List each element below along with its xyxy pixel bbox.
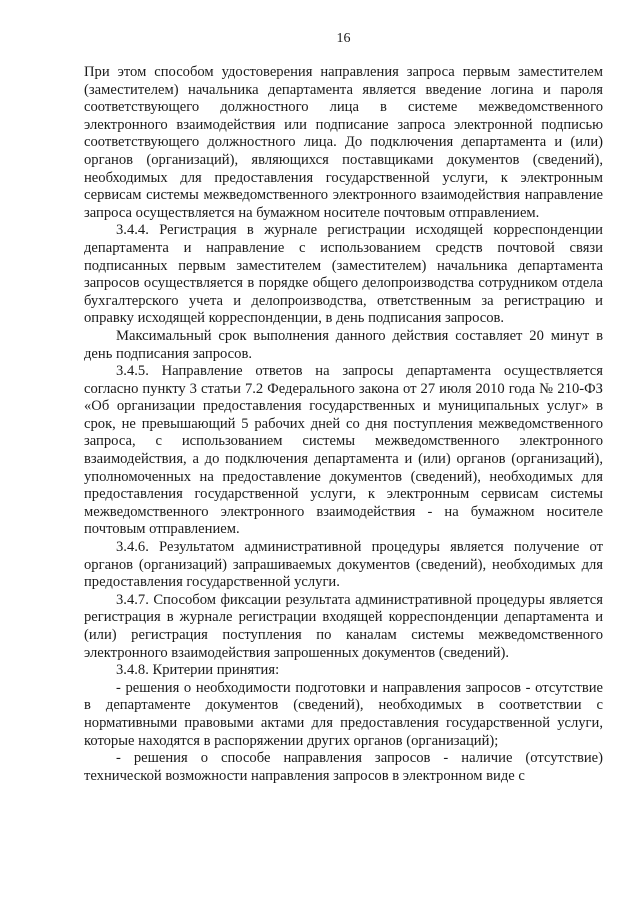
paragraph-max-duration: Максимальный срок выполнения данного действия составляет 20 минут в день подписания запросов. bbox=[84, 327, 603, 362]
paragraph-3-4-5: 3.4.5. Направление ответов на запросы департамента осуществляется согласно пункту 3 статьи 7.2 Федерального закона от 27 июля 2010 года № 210-ФЗ «Об организации предоставления государственных и муниципальных услуг» в срок, не превышающий 5 рабочих дней со дня поступления межведомственного запроса, с использованием системы межведомственного электронного взаимодействия, а до подключения департамента и (или) органов (организаций), уполномоченных на предоставление документов (сведений), необходимых для предоставления государственной услуги, к электронным сервисам системы межведомственного электронного взаимодействия - на бумажном носителе почтовым отправлением. bbox=[84, 363, 603, 538]
paragraph-3-4-8: 3.4.8. Критерии принятия: bbox=[116, 662, 280, 679]
paragraph-3-4-7: 3.4.7. Способом фиксации результата административной процедуры является регистрация в журнале регистрации входящей корреспонденции департамента и (или) регистрация поступления по каналам системы межведомственного электронного взаимодействия запрошенных документов (сведений). bbox=[84, 591, 603, 661]
paragraph-3-4-4: 3.4.4. Регистрация в журнале регистрации исходящей корреспонденции департамента и направление с использованием средств почтовой связи подписанных первым заместителем (заместителем) начальника департамента запросов осуществляется в порядке общего делопроизводства сотрудником отдела бухгалтерского учета и делопроизводства, ответственным за регистрацию и оправку исходящей корреспонденции, в день подписания запросов. bbox=[84, 222, 603, 327]
list-item-criterion-necessity: - решения о необходимости подготовки и направления запросов - отсутствие в департаменте документов (сведений), необходимых в соответствии с нормативными правовыми актами для предоставления государственной услуги, которые находятся в распоряжении других органов (организаций); bbox=[84, 679, 603, 749]
list-item-criterion-method: - решения о способе направления запросов - наличие (отсутствие) технической возможности направления запросов в электронном виде с bbox=[84, 750, 603, 784]
page-number: 16 bbox=[336, 31, 351, 46]
paragraph-3-4-6: 3.4.6. Результатом административной процедуры является получение от органов (организаций) запрашиваемых документов (сведений), необходимых для предоставления государственной услуги. bbox=[84, 539, 603, 591]
paragraph-signature-method: При этом способом удостоверения направления запроса первым заместителем (заместителем) начальника департамента является введение логина и пароля соответствующего должностного лица в системе межведомственного электронного взаимодействия или подписание запроса электронной подписью соответствующего должностного лица. До подключения департамента и (или) органов (организаций), являющихся поставщиками документов (сведений), необходимых для предоставления государственной услуги, к электронным сервисам системы межведомственного электронного взаимодействия направление запроса осуществляется на бумажном носителе почтовым отправлением. bbox=[84, 64, 603, 221]
document-body bbox=[84, 64, 603, 785]
